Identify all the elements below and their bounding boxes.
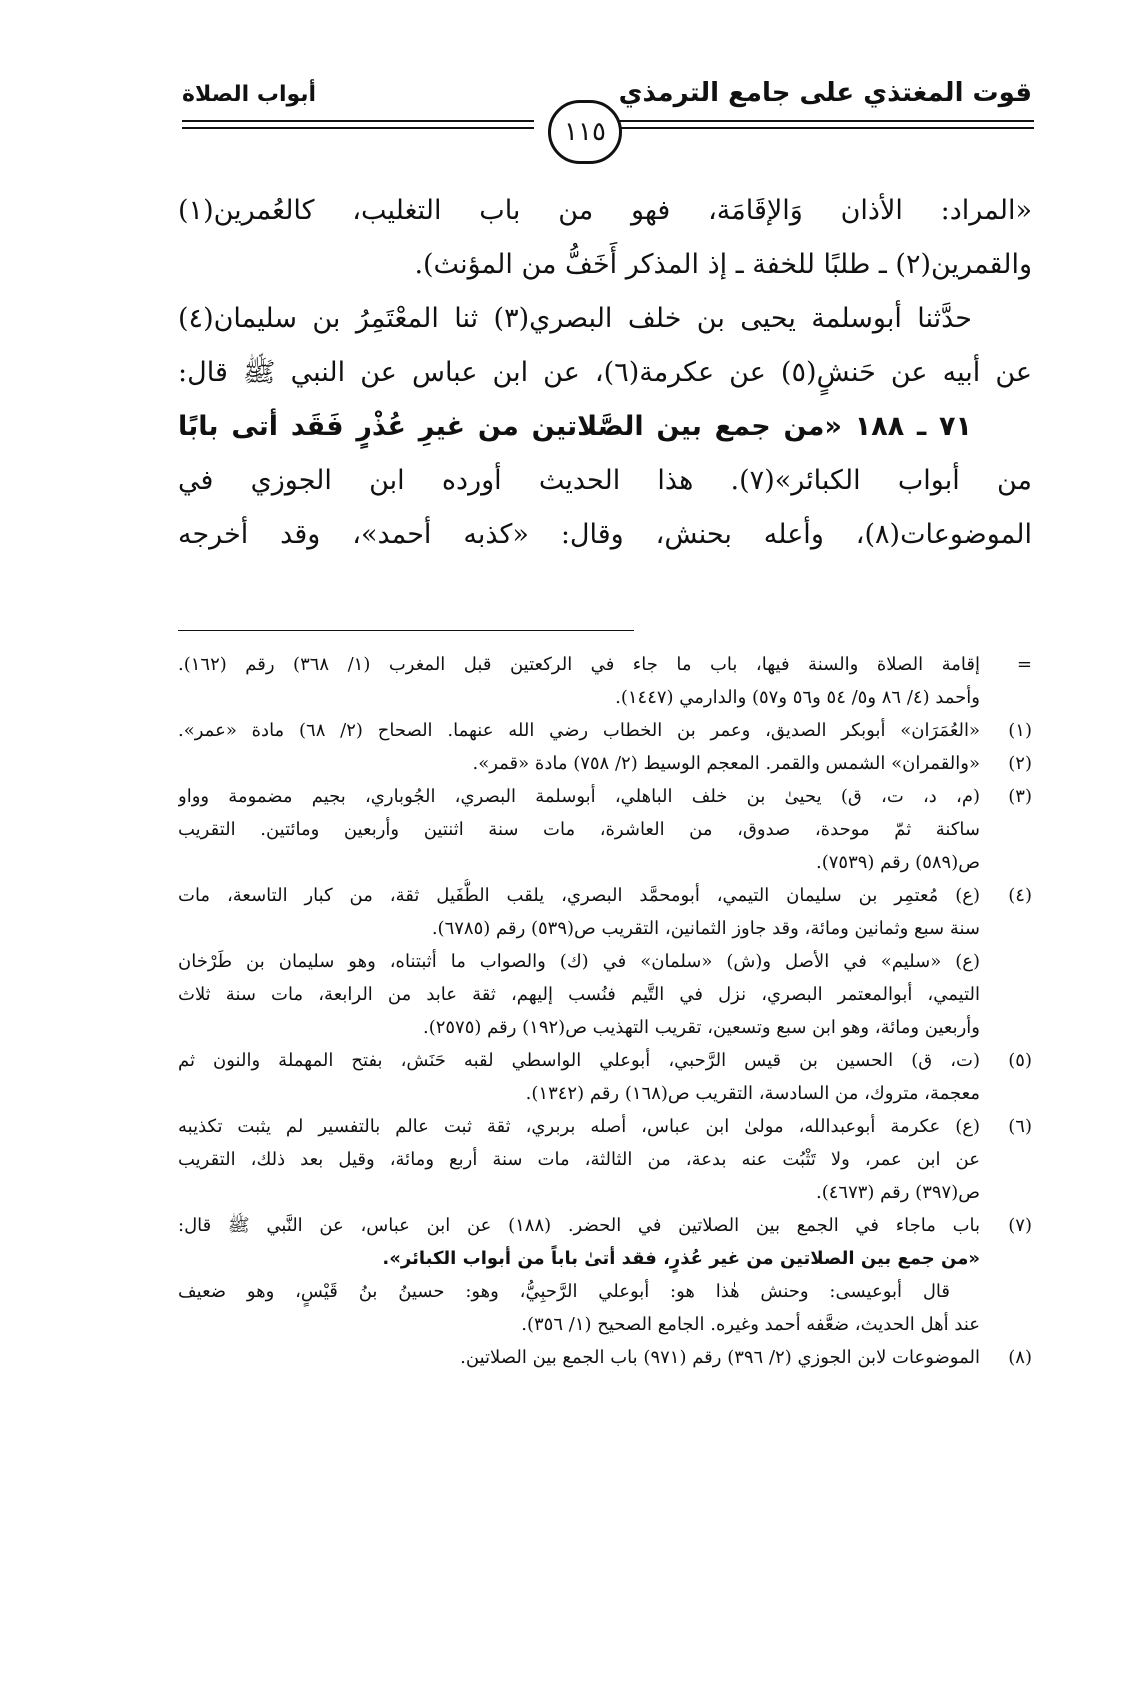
footnote-line: عند أهل الحديث، ضعَّفه أحمد وغيره. الجامع الصحيح (١/ ٣٥٦). — [521, 1314, 980, 1335]
main-line: والقمرين(٢) ـ طلبًا للخفة ـ إذ المذكر أَخَفُّ من المؤنث). — [414, 249, 1032, 280]
footnote-line: (م، د، ت، ق) يحيىٰ بن خلف الباهلي، أبوسلمة البصري، الجُوباري، بجيم مضمومة وواو — [178, 786, 980, 807]
footnote-line: «العُمَرَان» أبوبكر الصديق، وعمر بن الخطاب رضي الله عنهما. الصحاح (٢/ ٦٨) مادة «عمر». — [178, 720, 980, 741]
footnote-mark: (٦) — [1008, 1116, 1032, 1137]
footnote-7 — [178, 1209, 1032, 1341]
footnote-continuation — [178, 648, 1032, 714]
main-line: عن أبيه عن حَنشٍ(٥) عن عكرمة(٦)، عن ابن عباس عن النبي ﷺ قال: — [178, 357, 1032, 388]
main-line: «المراد: الأذان وَالإقَامَة، فهو من باب التغليب، كالعُمرين(١) — [178, 195, 1032, 226]
footnote-line: التيمي، أبوالمعتمر البصري، نزل في التَّيم فنُسب إليهم، ثقة عابد من الرابعة، مات سنة ثلاث — [178, 984, 980, 1005]
footnote-hadith-line: «من جمع بين الصلاتين من غير عُذرٍ، فقد أتىٰ باباً من أبواب الكبائر». — [382, 1248, 980, 1269]
header-rule-right-top — [610, 120, 1034, 122]
header-rule-left-bottom — [182, 127, 534, 129]
footnote-line: «والقمران» الشمس والقمر. المعجم الوسيط (٢/ ٧٥٨) مادة «قمر». — [472, 753, 980, 774]
footnote-mark: (٧) — [1008, 1215, 1032, 1236]
footnote-mark: (٤) — [1008, 885, 1032, 906]
footnote-line: قال أبوعيسى: وحنش هٰذا هو: أبوعلي الرَّحبِيُّ، وهو: حسينُ بنُ قَيْسٍ، وهو ضعيف — [178, 1281, 950, 1302]
hadith-line: ٧١ ـ ١٨٨ «من جمع بين الصَّلاتين من غيرِ عُذْرٍ فَقَد أتى بابًا — [178, 411, 973, 442]
main-text — [178, 184, 1032, 562]
footnote-line: وأربعين ومائة، وهو ابن سبع وتسعين، تقريب التهذيب ص(١٩٢) رقم (٢٥٧٥). — [422, 1017, 980, 1038]
footnote-line: ساكنة ثمّ موحدة، صدوق، من العاشرة، مات سنة اثنتين وأربعين ومائتين. التقريب — [178, 819, 980, 840]
footnote-4 — [178, 879, 1032, 1044]
footnote-6 — [178, 1110, 1032, 1209]
footnote-line: الموضوعات لابن الجوزي (٢/ ٣٩٦) رقم (٩٧١) باب الجمع بين الصلاتين. — [460, 1347, 980, 1368]
footnote-3 — [178, 780, 1032, 879]
footnote-mark: (٥) — [1008, 1050, 1032, 1071]
footnote-mark: (٨) — [1008, 1347, 1032, 1368]
footnote-2 — [178, 747, 1032, 780]
footnote-line: ص(٥٨٩) رقم (٧٥٣٩). — [816, 852, 980, 873]
footnote-line: (ع) مُعتمِر بن سليمان التيمي، أبومحمَّد البصري، يلقب الطُّفَيل ثقة، من كبار التاسعة، مات — [178, 885, 980, 906]
footnote-line: سنة سبع وثمانين ومائة، وقد جاوز الثمانين، التقريب ص(٥٣٩) رقم (٦٧٨٥). — [431, 918, 980, 939]
footnote-line: عن ابن عمر، ولا تَثْبُت عنه بدعة، من الثالثة، مات سنة أربع ومائة، وقيل بعد ذلك، التقريب — [178, 1149, 980, 1170]
main-line: من أبواب الكبائر»(٧). هذا الحديث أورده ابن الجوزي في — [178, 465, 1032, 496]
footnote-line: إقامة الصلاة والسنة فيها، باب ما جاء في الركعتين قبل المغرب (١/ ٣٦٨) رقم (١٦٢). — [178, 654, 980, 675]
footnote-1 — [178, 714, 1032, 747]
footnote-5 — [178, 1044, 1032, 1110]
chapter-title: أبواب الصلاة — [182, 82, 317, 107]
footnote-line: باب ماجاء في الجمع بين الصلاتين في الحضر. (١٨٨) عن ابن عباس، عن النَّبي ﷺ قال: — [178, 1215, 980, 1236]
footnote-mark: = — [1016, 654, 1032, 675]
footnote-separator — [178, 630, 634, 631]
footnote-line: وأحمد (٤/ ٨٦ و٥/ ٥٤ و٥٦ و٥٧) والدارمي (١٤٤٧). — [615, 687, 980, 708]
footnote-8 — [178, 1341, 1032, 1374]
main-line: حدَّثنا أبوسلمة يحيى بن خلف البصري(٣) ثنا المعْتَمِرُ بن سليمان(٤) — [178, 303, 973, 334]
footnotes — [178, 648, 1032, 1374]
footnote-line: ص(٣٩٧) رقم (٤٦٧٣). — [816, 1182, 980, 1203]
page-number: ١١٥ — [548, 100, 622, 164]
book-title: قوت المغتذي على جامع الترمذي — [618, 78, 1032, 108]
footnote-mark: (١) — [1008, 720, 1032, 741]
header-rule-left-top — [182, 120, 534, 122]
footnote-line: معجمة، متروك، من السادسة، التقريب ص(١٦٨) رقم (١٣٤٢). — [525, 1083, 980, 1104]
header-rule-right-bottom — [610, 127, 1034, 129]
footnote-mark: (٣) — [1008, 786, 1032, 807]
main-line: الموضوعات(٨)، وأعله بحنش، وقال: «كذبه أحمد»، وقد أخرجه — [178, 519, 1032, 550]
footnote-line: (ع) عكرمة أبوعبدالله، مولىٰ ابن عباس، أصله بربري، ثقة ثبت عالم بالتفسير لم يثبت تكذيبه — [178, 1116, 980, 1137]
footnote-line: (ت، ق) الحسين بن قيس الرَّحبي، أبوعلي الواسطي لقبه حَنَش، بفتح المهملة والنون ثم — [178, 1050, 980, 1071]
footnote-mark: (٢) — [1008, 753, 1032, 774]
footnote-line: (ع) «سليم» في الأصل و(ش) «سلمان» في (ك) والصواب ما أثبتناه، وهو سليمان بن طَرْخان — [178, 951, 980, 972]
